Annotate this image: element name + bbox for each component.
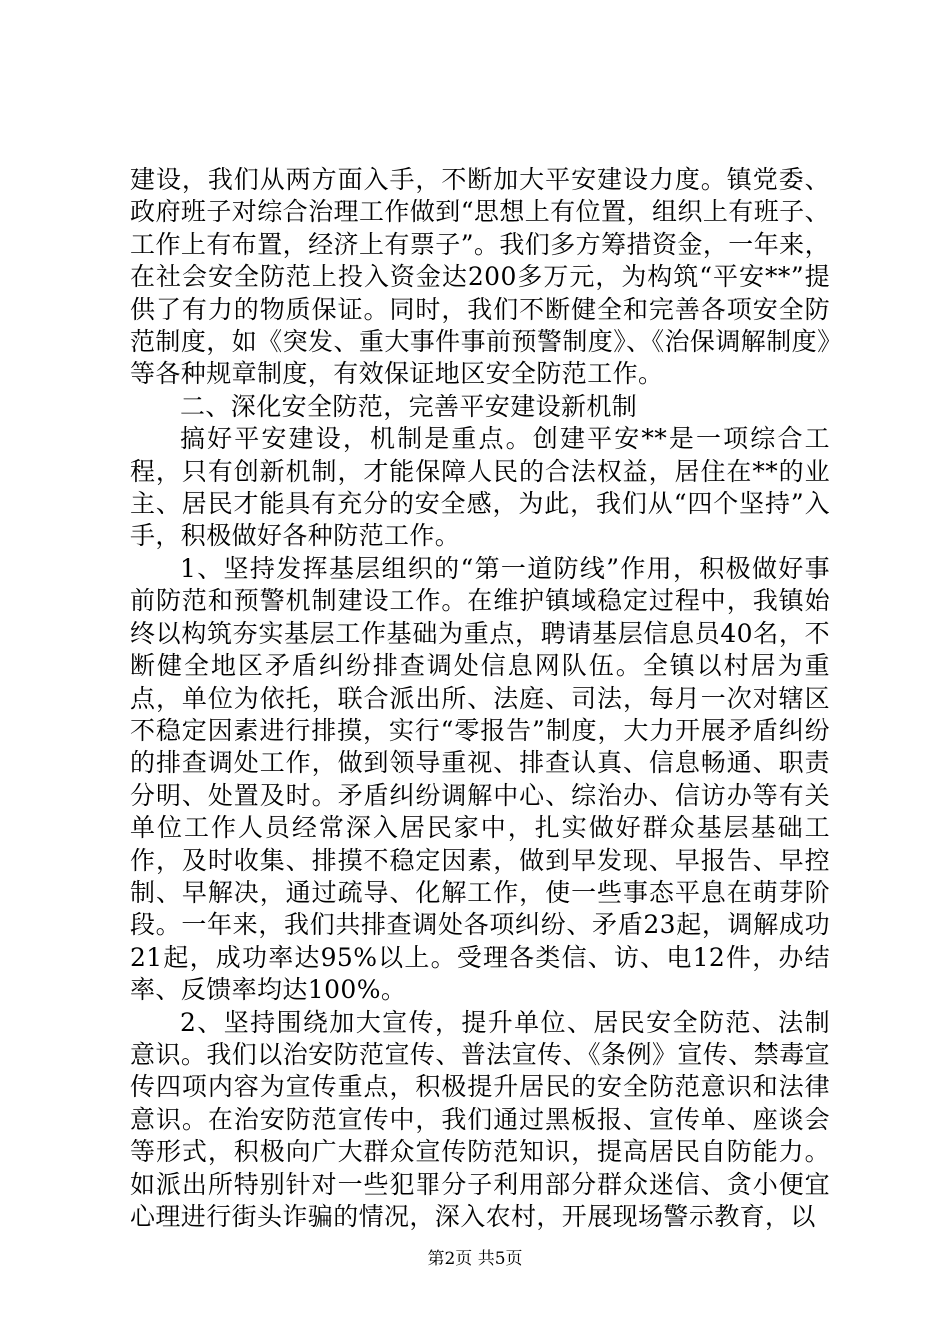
- section-heading: 二、深化安全防范，完善平安建设新机制: [180, 391, 638, 421]
- paragraph-item-1: 1、坚持发挥基层组织的“第一道防线”作用，积极做好事前防范和预警机制建设工作。在维护镇域稳定过程中，我镇始终以构筑夯实基层工作基础为重点，聘请基层信息员40名，不断健全地区矛盾纠纷排查调处信息网队伍。全镇以村居为重点，单位为依托，联合派出所、法庭、司法，每月一次对辖区不稳定因素进行排摸，实行“零报告”制度，大力开展矛盾纠纷的排查调处工作，做到领导重视、排查认真、信息畅通、职责分明、处置及时。矛盾纠纷调解中心、综治办、信访办等有关单位工作人员经常深入居民家中，扎实做好群众基层基础工作，及时收集、排摸不稳定因素，做到早发现、早报告、早控制、早解决，通过疏导、化解工作，使一些事态平息在萌芽阶段。一年来，我们共排查调处各项纠纷、矛盾23起，调解成功21起，成功率达95%以上。受理各类信、访、电12件，办结率、反馈率均达100%。: [130, 553, 830, 1005]
- paragraph-continuation: 建设，我们从两方面入手，不断加大平安建设力度。镇党委、政府班子对综合治理工作做到“思想上有位置，组织上有班子、工作上有布置，经济上有票子”。我们多方筹措资金，一年来，在社会安全防范上投入资金达200多万元，为构筑“平安**”提供了有力的物质保证。同时，我们不断健全和完善各项安全防范制度，如《突发、重大事件事前预警制度》、《治保调解制度》等各种规章制度，有效保证地区安全防范工作。: [130, 165, 830, 389]
- paragraph-mechanism: 搞好平安建设，机制是重点。创建平安**是一项综合工程，只有创新机制，才能保障人民的合法权益，居住在**的业主、居民才能具有充分的安全感，为此，我们从“四个坚持”入手，积极做好各种防范工作。: [130, 424, 830, 551]
- paragraph-item-2: 2、坚持围绕加大宣传，提升单位、居民安全防范、法制意识。我们以治安防范宣传、普法宣传、《条例》宣传、禁毒宣传四项内容为宣传重点，积极提升居民的安全防范意识和法律意识。在治安防范宣传中，我们通过黑板报、宣传单、座谈会等形式，积极向广大群众宣传防范知识，提高居民自防能力。如派出所特别针对一些犯罪分子利用部分群众迷信、贪小便宜心理进行街头诈骗的情况，深入农村，开展现场警示教育，以: [130, 1007, 830, 1231]
- document-body: [130, 164, 830, 1233]
- page-number-footer: 第2页 共5页: [427, 1249, 523, 1269]
